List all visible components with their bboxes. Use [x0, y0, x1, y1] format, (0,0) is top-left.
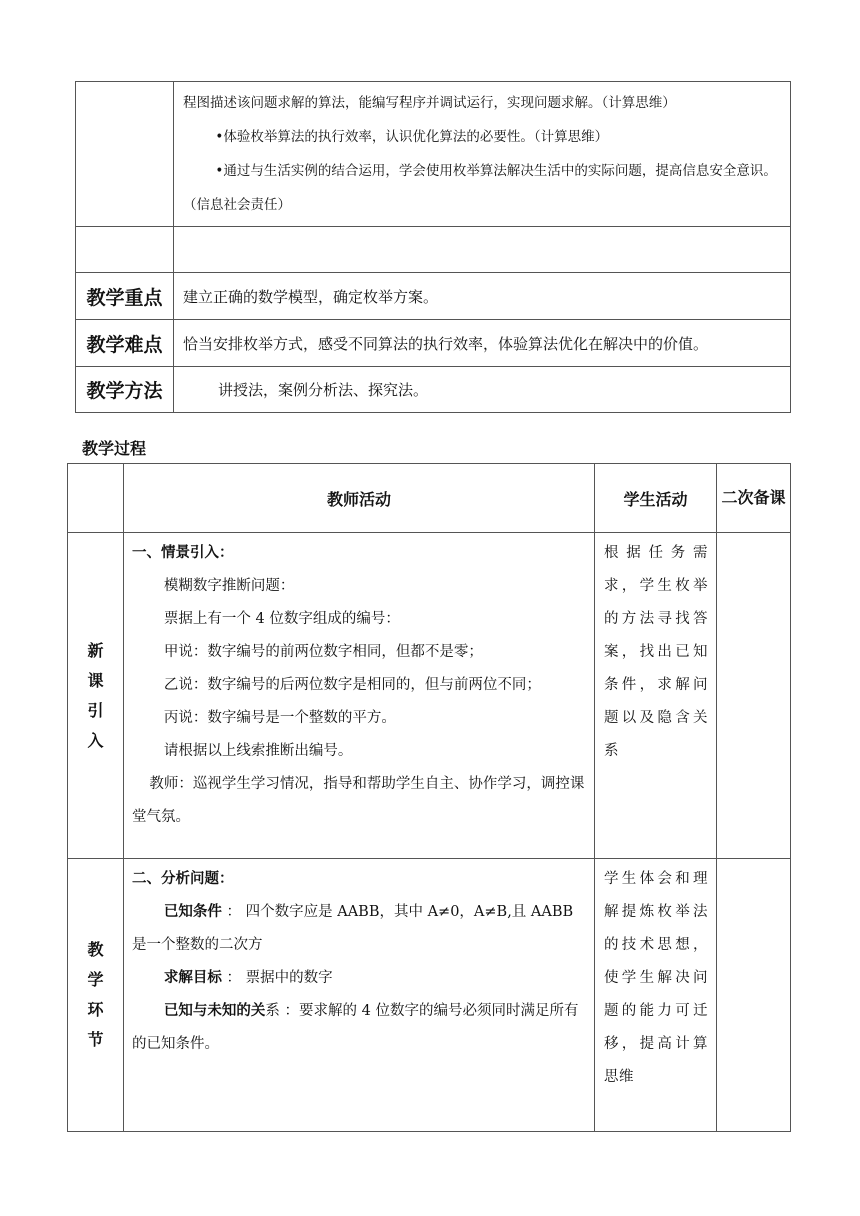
- header-second-prep: 二次备课: [717, 464, 791, 533]
- stage-teaching: [68, 859, 124, 1132]
- activity-line: 模糊数字推断问题：: [163, 578, 295, 594]
- objectives-cell: [174, 82, 791, 227]
- activity-line: 请根据以上线索推断出编号。: [163, 743, 353, 759]
- known-text: ： 四个数字应是 AABB，其中 A≠0，A≠B,且 AABB 是一个整数的二次方: [132, 904, 574, 953]
- process-title: 教学过程: [82, 439, 147, 458]
- student-activity-analysis: 学生体会和理解提炼枚举法的技术思想，使学生解决问题的能力可迁移，提高计算思维: [595, 859, 717, 1132]
- difficulties-label: 教学难点: [76, 320, 174, 367]
- activity-line: 甲说：数字编号的前两位数字相同，但都不是零；: [163, 644, 483, 660]
- relation-label: 已知与未知的关: [163, 1003, 266, 1019]
- methods-text: 讲授法，案例分析法、探究法。: [174, 367, 791, 413]
- second-prep-intro: [717, 533, 791, 859]
- section-heading: 一、情景引入：: [132, 545, 234, 561]
- key-points-label: 教学重点: [76, 273, 174, 320]
- key-points-text: 建立正确的数学模型，确定枚举方案。: [174, 273, 791, 320]
- header-student-activity: 学生活动: [595, 464, 717, 533]
- teacher-activity-intro: [124, 533, 595, 859]
- header-stage-cell: [68, 464, 124, 533]
- relation-text: 系 ：要求解的 4 位数字的编号必须同时满足所有的已知条件。: [132, 1003, 579, 1052]
- teacher-activity-analysis: [124, 859, 595, 1132]
- objective-line: •体验枚举算法的执行效率，认识优化算法的必要性。（计算思维）: [215, 129, 609, 145]
- empty-label-cell: [76, 227, 174, 273]
- activity-line: 票据上有一个 4 位数字组成的编号：: [163, 611, 400, 627]
- difficulties-text: 恰当安排枚举方式，感受不同算法的执行效率，体验算法优化在解决中的价值。: [174, 320, 791, 367]
- empty-content-cell: [174, 227, 791, 273]
- goal-text: ： 票据中的数字: [221, 970, 333, 986]
- stage-intro-label: 新课引入: [87, 640, 104, 750]
- known-conditions: [132, 896, 588, 962]
- header-teacher-activity: 教师活动: [124, 464, 595, 533]
- second-prep-analysis: [717, 859, 791, 1132]
- objectives-table: [75, 81, 791, 413]
- known-unknown-relation: [132, 995, 588, 1061]
- known-label: 已知条件: [163, 904, 222, 920]
- objectives-label-cell: [76, 82, 174, 227]
- objective-line: •通过与生活实例的结合运用，学会使用枚举算法解决生活中的实际问题，提高信息安全意识。（信息社会责任）: [183, 163, 777, 213]
- goal-label: 求解目标: [163, 970, 222, 986]
- objective-line: 程图描述该问题求解的算法，能编写程序并调试运行，实现问题求解。（计算思维）: [183, 95, 676, 111]
- student-activity-intro: 根据任务需求，学生枚举的方法寻找答案，找出已知条件，求解问题以及隐含关系: [595, 533, 717, 859]
- stage-teaching-label: 教学环节: [87, 940, 104, 1049]
- section-heading: 二、分析问题：: [132, 871, 234, 887]
- methods-label: 教学方法: [76, 367, 174, 413]
- solve-goal: [132, 962, 588, 995]
- stage-intro: [68, 533, 124, 859]
- activity-line: 丙说：数字编号是一个整数的平方。: [163, 710, 396, 726]
- activity-line: 教师：巡视学生学习情况，指导和帮助学生自主、协作学习，调控课堂气氛。: [132, 776, 585, 825]
- activity-line: 乙说：数字编号的后两位数字是相同的，但与前两位不同；: [163, 677, 541, 693]
- process-table: [67, 463, 791, 1132]
